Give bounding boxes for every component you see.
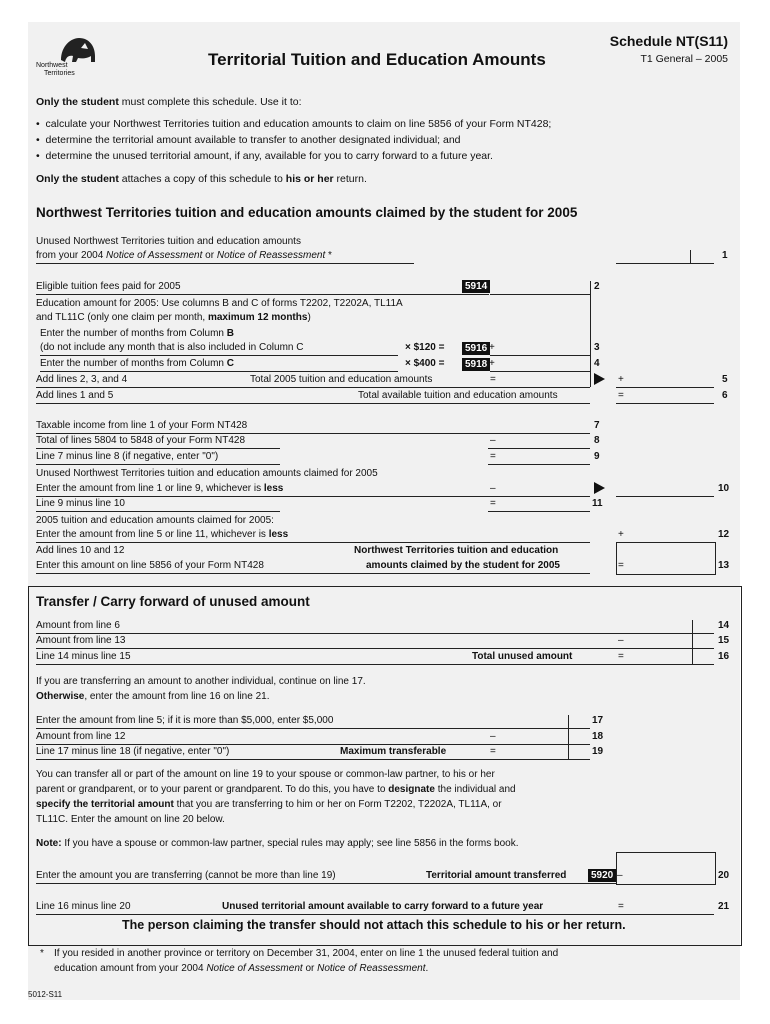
- code-5920: 5920: [588, 869, 616, 882]
- line12-rule: [36, 542, 590, 543]
- line20-label: Enter the amount you are transferring (cannot be more than line 19): [36, 870, 336, 881]
- section2-heading: Transfer / Carry forward of unused amount: [36, 594, 310, 609]
- minus-sign: –: [490, 435, 496, 446]
- line6-label: Add lines 1 and 5: [36, 390, 114, 401]
- intro-bullet-3: • determine the unused territorial amount, if any, available for you to carry forward to a future year.: [36, 150, 493, 162]
- line-number-19: 19: [592, 746, 604, 757]
- equals-sign: =: [490, 451, 496, 462]
- footnote-text: or: [302, 963, 318, 974]
- plus-sign: +: [618, 374, 624, 385]
- plus-sign: +: [489, 342, 495, 353]
- line2-field[interactable]: [490, 294, 590, 295]
- line10-text: Enter the amount from line 1 or line 9, whichever is: [36, 483, 264, 494]
- equals-sign: =: [490, 374, 496, 385]
- line-number-15: 15: [718, 635, 730, 646]
- line9-rule: [36, 464, 280, 465]
- line1-label-b: [36, 250, 332, 261]
- line14-rule: [36, 633, 616, 634]
- line3-bold: B: [226, 328, 234, 339]
- line16-label: Line 14 minus line 15: [36, 651, 131, 662]
- line12-text: Enter the amount from line 5 or line 11, whichever is: [36, 529, 269, 540]
- line13-field[interactable]: [616, 542, 716, 575]
- line10-label-a: Unused Northwest Territories tuition and education amounts claimed for 2005: [36, 468, 378, 479]
- minus-sign: –: [490, 731, 496, 742]
- bullet-text: determine the unused territorial amount, if any, available for you to carry forward to a future year.: [45, 150, 493, 162]
- line-number-7: 7: [594, 420, 600, 431]
- line12-label-b: [36, 529, 288, 540]
- line7-field[interactable]: [488, 433, 590, 434]
- line3-rule: [40, 355, 362, 356]
- transfer-para-3d: TL11C. Enter the amount on line 20 below.: [36, 814, 225, 825]
- line-number-4: 4: [594, 358, 600, 369]
- footnote-italic: Notice of Assessment: [206, 963, 303, 974]
- line19-label: Line 17 minus line 18 (if negative, enter "0"): [36, 746, 230, 757]
- line20-bold: Territorial amount transferred: [426, 870, 567, 881]
- attach-mid: attaches a copy of this schedule to: [118, 173, 286, 185]
- transfer-para-3c: [36, 799, 502, 810]
- line4-text: Enter the number of months from Column: [40, 358, 227, 369]
- line-number-20: 20: [718, 870, 730, 881]
- line9-field[interactable]: [488, 464, 590, 465]
- intro-bullet-1: • calculate your Northwest Territories tuition and education amounts to claim on line 5856 of your Form NT428;: [36, 118, 552, 130]
- arrow-right-icon: [594, 482, 605, 494]
- transfer-note: [36, 838, 518, 849]
- line8-field[interactable]: [488, 448, 590, 449]
- line-number-11: 11: [592, 498, 603, 509]
- bullet-text: determine the territorial amount available to transfer to another designated individual; and: [45, 134, 461, 146]
- intro-bullet-2: • determine the territorial amount available to transfer to another designated individual; and: [36, 134, 461, 146]
- attach-bold: his or her: [285, 173, 334, 185]
- code-5914: 5914: [462, 280, 490, 293]
- intro-bold: Only the student: [36, 96, 119, 108]
- line7-rule: [36, 433, 488, 434]
- line1-italic: Notice of Assessment: [106, 250, 203, 261]
- line-number-5: 5: [722, 374, 728, 385]
- line3-label-b: (do not include any month that is also included in Column C: [40, 342, 304, 353]
- line12-label-a: 2005 tuition and education amounts claimed for 2005:: [36, 515, 274, 526]
- para-text: the individual and: [434, 784, 516, 795]
- para-text: parent or grandparent, or to your parent or grandparent. To do this, you have to: [36, 784, 389, 795]
- schedule-subtitle: T1 General – 2005: [640, 53, 728, 65]
- line8-label: Total of lines 5804 to 5848 of your Form NT428: [36, 435, 246, 446]
- line18-rule: [36, 744, 488, 745]
- line11-field[interactable]: [488, 511, 590, 512]
- line4-bold: C: [226, 358, 234, 369]
- line3-text: Enter the number of months from Column: [40, 328, 227, 339]
- line10-field[interactable]: [616, 496, 714, 497]
- line21-label: Line 16 minus line 20: [36, 901, 131, 912]
- line-number-1: 1: [722, 250, 728, 261]
- form-page: [28, 22, 740, 1000]
- line18-label: Amount from line 12: [36, 731, 126, 742]
- line21-bold: Unused territorial amount available to carry forward to a future year: [222, 901, 544, 912]
- note-bold: Note:: [36, 838, 62, 849]
- edu-text: ): [307, 312, 311, 323]
- cents-divider: [690, 250, 691, 263]
- line-number-13: 13: [718, 560, 730, 571]
- line-number-14: 14: [718, 620, 730, 631]
- line-number-2: 2: [594, 281, 600, 292]
- arrow-right-icon: [594, 373, 605, 385]
- edu-text: and TL11C (only one claim per month,: [36, 312, 208, 323]
- line1-field[interactable]: [616, 263, 714, 264]
- line14-label: Amount from line 6: [36, 620, 120, 631]
- line-number-12: 12: [718, 529, 730, 540]
- line20-field[interactable]: [616, 852, 716, 885]
- note-text: If you have a spouse or common-law partner, special rules may apply; see line 5856 in the forms book.: [61, 838, 519, 849]
- line1-text: from your 2004: [36, 250, 107, 261]
- plus-sign: +: [618, 529, 624, 540]
- line11-rule: [36, 511, 280, 512]
- line13-rule: [36, 573, 590, 574]
- line1-text: *: [325, 250, 332, 261]
- line-number-10: 10: [718, 483, 730, 494]
- edu-label-b: [36, 312, 311, 323]
- equals-sign: =: [490, 498, 496, 509]
- line21-field[interactable]: [616, 914, 714, 915]
- footnote-text: .: [425, 963, 429, 974]
- line18-field[interactable]: [488, 744, 590, 745]
- column-divider: [590, 281, 591, 387]
- logo-text-line1: Northwest: [36, 62, 68, 69]
- footnote-text: education amount from your 2004: [54, 963, 207, 974]
- equals-sign: =: [618, 901, 624, 912]
- line5-total-label: Total 2005 tuition and education amounts: [250, 374, 433, 385]
- page-title: Territorial Tuition and Education Amounts: [208, 50, 546, 69]
- code-5916: 5916: [462, 342, 490, 355]
- footnote-line-b: [54, 963, 428, 974]
- line19-bold: Maximum transferable: [340, 746, 447, 757]
- cents-divider: [692, 620, 693, 664]
- edu-bold: maximum 12 months: [207, 312, 308, 323]
- line-number-9: 9: [594, 451, 600, 462]
- line13-label-a: Add lines 10 and 12: [36, 545, 125, 556]
- line17-rule: [36, 728, 488, 729]
- para-bold: Otherwise: [36, 691, 85, 702]
- line19-rule: [36, 759, 488, 760]
- transfer-para-3a: You can transfer all or part of the amount on line 19 to your spouse or common-law partner, to his or her: [36, 769, 495, 780]
- line17-label: Enter the amount from line 5; if it is more than $5,000, enter $5,000: [36, 715, 334, 726]
- line6-rule: [36, 403, 590, 404]
- line4-calc: × $400 =: [405, 358, 445, 369]
- line-number-16: 16: [718, 651, 730, 662]
- attach-line: [36, 173, 367, 185]
- line16-bold: Total unused amount: [472, 651, 573, 662]
- line1-rule: [36, 263, 414, 264]
- para-text: , enter the amount from line 16 on line 21.: [84, 691, 270, 702]
- line16-rule: [36, 664, 616, 665]
- para-text: that you are transferring to him or her on Form T2202, T2202A, TL11A, or: [173, 799, 502, 810]
- para-bold: specify the territorial amount: [36, 799, 174, 810]
- line2-label: Eligible tuition fees paid for 2005: [36, 281, 181, 292]
- line-number-6: 6: [722, 390, 728, 401]
- footnote-line-a: If you resided in another province or territory on December 31, 2004, enter on line 1 the unused federal tuition and: [54, 948, 559, 959]
- line13-bold-a: Northwest Territories tuition and education: [354, 545, 559, 556]
- bullet-text: calculate your Northwest Territories tuition and education amounts to claim on line 5856 of your Form NT428;: [45, 118, 552, 130]
- schedule-title: Schedule NT(S11): [609, 33, 728, 49]
- equals-sign: =: [618, 390, 624, 401]
- line4-field[interactable]: [490, 371, 590, 372]
- edu-label-a: Education amount for 2005: Use columns B and C of forms T2202, T2202A, TL11A: [36, 298, 403, 309]
- line6-total-label: Total available tuition and education amounts: [358, 390, 558, 401]
- line2-rule: [36, 294, 489, 295]
- logo-text: [36, 62, 75, 78]
- line16-field[interactable]: [616, 664, 714, 665]
- line7-label: Taxable income from line 1 of your Form NT428: [36, 420, 248, 431]
- line5-field[interactable]: [616, 387, 714, 388]
- transfer-para-2: [36, 691, 269, 702]
- line13-label-b: Enter this amount on line 5856 of your Form NT428: [36, 560, 264, 571]
- footnote-italic: Notice of Reassessment: [317, 963, 426, 974]
- line3-months-field[interactable]: [362, 355, 398, 356]
- line21-rule: [36, 914, 616, 915]
- attach-bold: Only the student: [36, 173, 119, 185]
- attach-end: return.: [333, 173, 367, 185]
- line15-label: Amount from line 13: [36, 635, 126, 646]
- form-code: 5012-S11: [28, 990, 63, 999]
- minus-sign: –: [617, 870, 623, 881]
- line19-field[interactable]: [488, 759, 590, 760]
- transfer-para-1: If you are transferring an amount to another individual, continue on line 17.: [36, 676, 366, 687]
- line-number-3: 3: [594, 342, 600, 353]
- line15-field[interactable]: [616, 648, 714, 649]
- line1-text: or: [202, 250, 217, 261]
- line6-field[interactable]: [616, 403, 714, 404]
- line10-label-b: [36, 483, 283, 494]
- line17-field[interactable]: [488, 728, 590, 729]
- section1-heading: Northwest Territories tuition and education amounts claimed by the student for 2005: [36, 205, 578, 220]
- line15-rule: [36, 648, 616, 649]
- para-bold: designate: [388, 784, 435, 795]
- line-number-18: 18: [592, 731, 604, 742]
- final-notice: The person claiming the transfer should not attach this schedule to his or her return.: [122, 918, 626, 932]
- line5-rule: [36, 387, 590, 388]
- line3-label-a: [40, 328, 234, 339]
- line-number-17: 17: [592, 715, 604, 726]
- minus-sign: –: [490, 483, 496, 494]
- line13-bold-b: amounts claimed by the student for 2005: [366, 560, 560, 571]
- line8-rule: [36, 448, 280, 449]
- line4-months-field[interactable]: [362, 371, 398, 372]
- transfer-para-3b: [36, 784, 516, 795]
- line3-calc: × $120 =: [405, 342, 445, 353]
- logo-text-line2: Territories: [44, 70, 75, 77]
- line10-rule: [36, 496, 488, 497]
- line4-label: [40, 358, 234, 369]
- intro-line: [36, 96, 302, 108]
- minus-sign: –: [618, 635, 624, 646]
- intro-rest: must complete this schedule. Use it to:: [118, 96, 302, 108]
- equals-sign: =: [618, 560, 624, 571]
- line12-bold: less: [268, 529, 289, 540]
- plus-sign: +: [489, 358, 495, 369]
- line14-field[interactable]: [616, 633, 714, 634]
- line1-label-a: Unused Northwest Territories tuition and education amounts: [36, 236, 301, 247]
- line-number-21: 21: [718, 901, 730, 912]
- line1-italic: Notice of Reassessment: [216, 250, 326, 261]
- line20-rule: [36, 883, 616, 884]
- line10-bold: less: [263, 483, 284, 494]
- line5-label: Add lines 2, 3, and 4: [36, 374, 128, 385]
- transfer-section: [28, 586, 742, 946]
- line11-label: Line 9 minus line 10: [36, 498, 125, 509]
- footnote-star: *: [40, 948, 44, 959]
- line9-label: Line 7 minus line 8 (if negative, enter "0"): [36, 451, 219, 462]
- equals-sign: =: [618, 651, 624, 662]
- line3-field[interactable]: [490, 355, 590, 356]
- equals-sign: =: [490, 746, 496, 757]
- line4-rule: [40, 371, 362, 372]
- line-number-8: 8: [594, 435, 600, 446]
- cents-divider: [568, 715, 569, 759]
- code-5918: 5918: [462, 358, 490, 371]
- line10-left-field[interactable]: [488, 496, 590, 497]
